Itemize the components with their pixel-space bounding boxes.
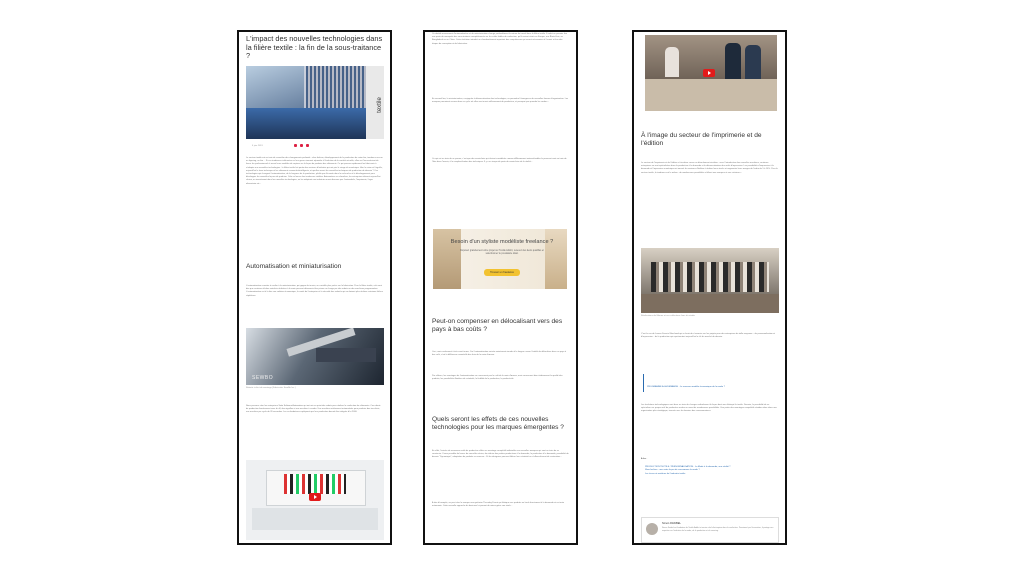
share-icon[interactable] xyxy=(300,144,303,147)
video-thumbnail-meeting[interactable] xyxy=(645,35,777,111)
paragraph: En effet, l'arrivée de nouveaux outils de production offrira un avantage compétitif indéniable aux nouvelles marques qui sont en train de se construire. Il sera possible de lancer de nouvelles séries, de réduire des petites productions à la demande, la production à la demande, possibilité de devenir "Dynamique", adaptation de produits sur mesure... Et les designers pourront libérer leur créativité en s'affranchissant de contraintes... xyxy=(432,450,569,459)
share-icon[interactable] xyxy=(306,144,309,147)
related-label: À lire : xyxy=(641,458,648,460)
banner-title: Besoin d'un styliste modéliste freelance ? xyxy=(450,239,554,245)
paragraph: En second lieu, la miniaturisation, conjuguée à démocratisation des technologies, va permettre l'émergence de nouvelles formes d'organisation. Les marques pourraient encore dans un cycle où elles sont aussi suffisamment de production, et pourquoi pas prendre les cadres... xyxy=(432,98,569,104)
paragraph: Le secteur de l'imprimerie et de l'édition a lui-même connu un déroulement similaire : avec l'introduction des nouvelles machines, certaines entreprises se sont spécialisées dans la production à la demande et la démocratisation des outils d'impression. Les possibilités d'impression à la demande et l'impression numérique ont amené les maisons d'édition à réduire leurs stocks et augmenter leurs marges de l'ordre de 5 à 10%. Pour le secteur textile, la tendance est la même : de nombreuses possibilités s'offrent aux marques et aux créateurs... xyxy=(641,162,778,174)
hero-image-weaving-machine xyxy=(246,66,384,139)
find-freelance-button[interactable]: Trouver un freelance xyxy=(484,269,520,276)
paragraph: Les évolutions technologiques vont donc en train de changer radicalement la façon dont sera fabriqué le textile. Demain, la possibilité de se spécialiser sur propre outil de production mettra en avant de nombreuses possibilités. Une partie des avantages compétitifs résidera donc dans une organisation plus stratégique, tournée vers les besoins des consommateurs. xyxy=(641,404,777,413)
paragraph: C'est le cas de Lauren Francis Marchand qui a choisi de s'associer sur les projets pour des entreprises de taille moyenne... de personnalisation et d'impression... de la production qui représentent aujourd'hui la clé du marché de demain. xyxy=(641,333,775,339)
youtube-play-icon[interactable] xyxy=(703,69,715,77)
section-heading: Automatisation et miniaturisation xyxy=(246,263,342,270)
sewbo-logo: SEWBO xyxy=(252,375,274,381)
inline-link-box[interactable] xyxy=(643,374,776,392)
section-heading: Peut-on compenser en délocalisant vers des pays à bas coûts ? xyxy=(432,318,563,333)
section-paragraph: L'automatisation consiste à confier à la miniaturisation, qui gagne du terrain, un contrôle plus précis sur la fabrication. Pour la filière textile, cela veut dire que certaines tâches autrefois réalisées à la main peuvent désormais être prises en charge par des robots ou des machines programmées. L'automatisation est à la fois une solution économique, la santé de l'entreprise et la sécurité des salariés qui ne doivent plus réaliser certaines tâches répétitives. xyxy=(246,285,383,297)
section-paragraph-2: Nous pouvons citer les entreprises Suite Software Automation qui ont mis au point des robots pour réaliser la confection de vêtements. Ces robots de production fonctionnent avec du fil, des aiguilles et une machine à coudre. Une machine entièrement automatisée pour produire des tee-shirts, une machine par cycle de 26 secondes. Les co-fondateurs expliquent que leur production devrait être intégrée d'ici 2030. xyxy=(246,405,381,414)
related-link[interactable]: PROGRAMME A LA DEMANDE : Le nouveau modèle économique de la mode ? xyxy=(647,386,725,388)
brand-watermark: textile xyxy=(377,97,384,113)
article-page-2 xyxy=(423,30,578,545)
article-page-1 xyxy=(237,30,392,545)
avatar xyxy=(646,523,658,535)
section-heading: À l'image du secteur de l'imprimerie et de l'édition xyxy=(641,132,762,147)
related-list xyxy=(645,466,778,476)
section-heading: Quels seront les effets de ces nouvelles technologies pour les marques émergentes ? xyxy=(432,416,564,431)
paragraph: À titre d'exemple, on peut citer la marque new-yorkaise Thursday Finest qui fabrique ses produits en local directement à la demande et en toute autonomie. Cette nouvelle approche du business lui permet de mieux gérer son stock... xyxy=(432,502,565,508)
video-thumbnail-knitting[interactable] xyxy=(246,460,384,540)
image-caption: Réalisations de Manon et ses collections hors du studio xyxy=(641,315,695,317)
image-caption: Robotic t-shirt de montage (Fabricatio: SewBo Inc.) xyxy=(246,387,296,389)
youtube-play-icon[interactable] xyxy=(309,493,321,501)
banner-subtitle: Déposez gratuitement votre projet sur Textile Addict, recevez des devis qualifiés et sélectionnez le prestataire idéal. xyxy=(460,250,544,255)
paragraph: Ce qui est en train de se passer, c'est que des savoir-faire qui étaient considérés comme différemment externalisables le prennent sont en train de l'être dans l'avenir, à la complexification des techniques. Il y a un risque de perte de savoir-faire de la réalité... xyxy=(432,158,567,164)
related-article-link[interactable]: Slow fashion : une autre façon de consommer la mode ? xyxy=(645,469,700,472)
banner-image-left xyxy=(433,229,461,289)
article-title: L'impact des nouvelles technologies dans la filière textile : la fin de la sous-traitance ? xyxy=(246,34,383,61)
banner-image-right xyxy=(545,229,567,289)
author-bio: Simon Fraibel est fondateur de Textile Addict et ancien chef d'entreprise dans la confection. Passionné par l'innovation, il partage son expertise sur l'industrie de la mode, de la production et du sourcing. xyxy=(662,527,774,532)
paragraph: Ce double mouvement d'automatisation et de miniaturisation change profondément la nature du travail dans la filière textile. Il induit en premier lieu une perte de monopole des sous-traitants compétitionnés sur les coûts faibles de confection, qu'ils soient situés en Europe, aux États-Unis, au Bangladesh ou en Chine. Cette évolution introduit un chamboulement important des compétences qui seront nécessaires à l'avenir et lors des étapes de conception et de fabrication. xyxy=(432,33,568,45)
clothing-store-image xyxy=(641,248,779,313)
paragraph: Ceci, mais seulement à très court terme. Car l'automatisation arrivée maintenant viendra à la longue casser l'intérêt de délocaliser dans un pays à bas coût, c'est la différence essentielle des frais de la main d'œuvre. xyxy=(432,351,567,357)
share-buttons[interactable] xyxy=(294,144,309,147)
article-page-3 xyxy=(632,30,787,545)
author-box xyxy=(641,517,779,543)
sewing-robot-image xyxy=(246,328,384,385)
author-name: Simon FRAIBEL xyxy=(662,522,681,525)
article-date: 6 juin 2019 xyxy=(252,145,263,147)
share-icon[interactable] xyxy=(294,144,297,147)
related-article-link[interactable]: Les tissus et matières de l'industrie textile xyxy=(645,472,686,475)
related-article-link[interactable]: PRODUCTION TEXTILE / PERSONNALISATION : La Mode à la demande, une réalité ? xyxy=(645,466,731,468)
intro-paragraph: Le secteur textile est en train de connaître des changements profonds : slow fashion, développement de la production du coton bio, tendance accrue au layering, au bio ... Si ces tendances inhérentes en leur genre viennent répondre à l'évolution de la société actuelle, elles ont l'inconvénient de forcer les professionnels à revoir leurs modèles de capture sur la façon de produire des vêtements. Ce qui pousse rapidement les fabricants à s'adapter aux nouvelles technologies : la filière textile fait partie des secteurs d'industrie qui ont pris le virage du numérique. Hier le coton et l'aiguille, aujourd'hui le tissu technique et les vêtements connectés/intelligents, et quelles seront les nouvelles techniques de production de demain ? Ces technologies qui changent l'automatisation, de la longueur de la production, plutôt que d'investir dans la recherche et le développement pour développer les nouvelles façons de produire. Cela va lancer des tendances inédites. Automatiser ou relocaliser, les entreprises doivent aujourd'hui choisir, en investissant dans les nouvelles technologies, en les adaptant aux industries aussi diverses que l'automobile, l'imprimerie, l'agro alimentaire etc... xyxy=(246,157,383,185)
freelance-banner[interactable] xyxy=(433,229,567,289)
paragraph: Par ailleurs, les avantages de l'automatisation ne concernent pas le coût de la main d'œuvre, mais concernent bien évidemment la qualité des produits, les possibilités illimitées de créativité, la fiabilité de la production, la productivité. xyxy=(432,375,563,381)
